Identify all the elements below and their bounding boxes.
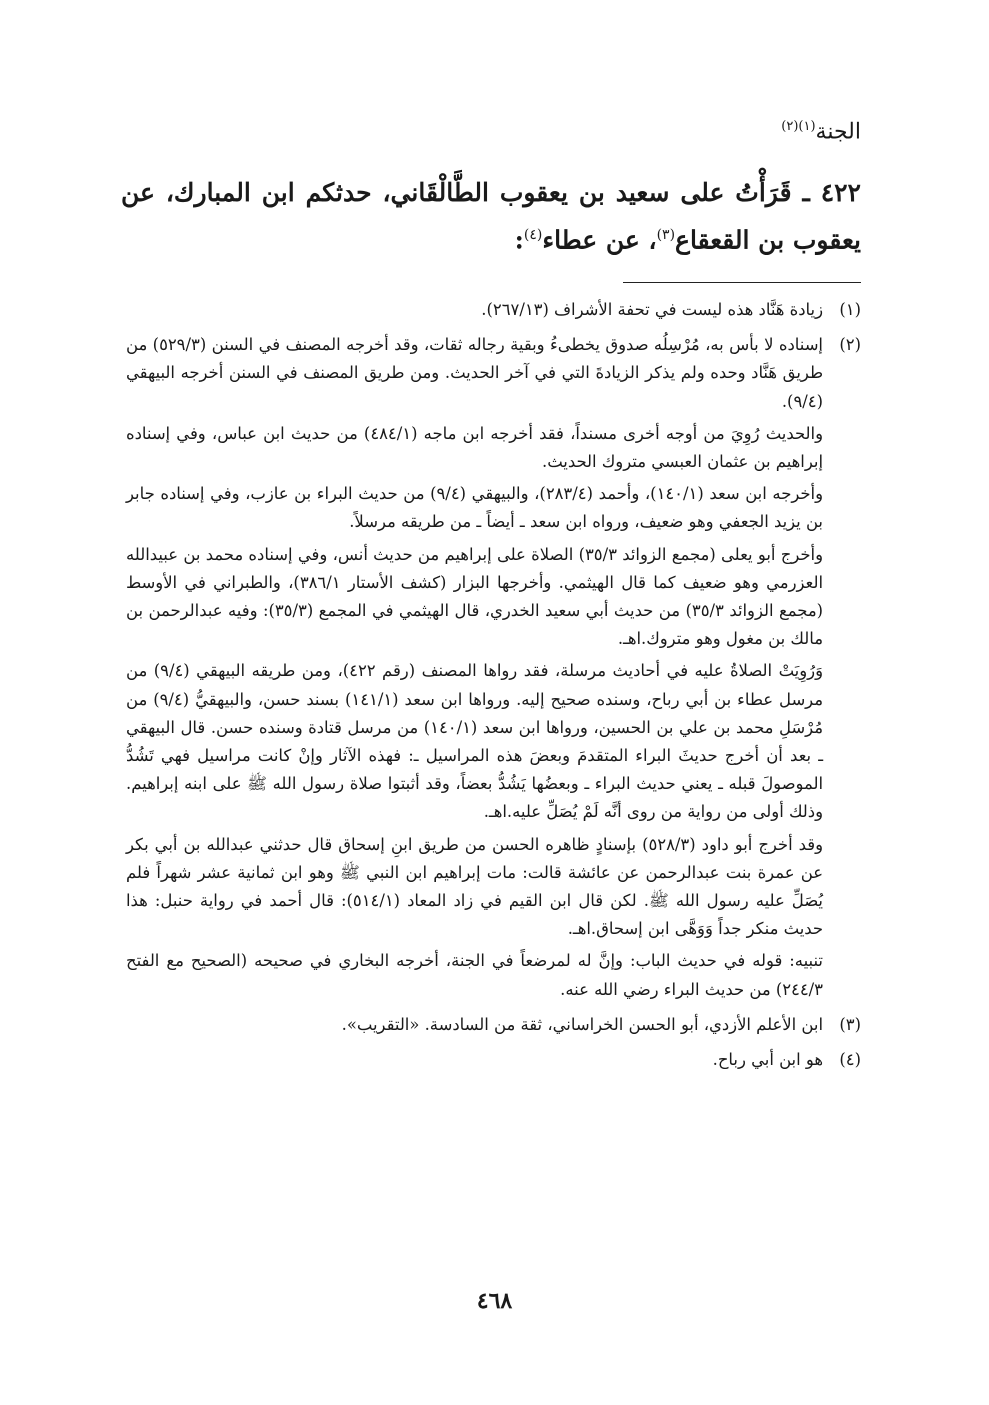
running-text-continuation — [361, 112, 861, 147]
footnote-paragraph: تنبيه: قوله في حديث الباب: وإنَّ له لمرضعاً في الجنة، أخرجه البخاري في صحيحه (الصحيح مع الفتح ٢٤٤/٣) من حديث البراء رضي الله عنه. — [126, 951, 823, 999]
footnote-separator — [623, 282, 861, 283]
footnote-4 — [126, 1046, 861, 1078]
footnotes — [126, 296, 861, 1081]
footnote-paragraph: والحديث رُوِيَ من أوجه أخرى مسنداً، فقد أخرجه ابن ماجه (٤٨٤/١) من حديث ابن عباس، وفي إسناده إبراهيم بن عثمان العبسي متروك الحديث. — [126, 423, 823, 472]
footnote-paragraph: وأخرج أبو يعلى (مجمع الزوائد ٣٥/٣) الصلاة على إبراهيم من حديث أنس، وفي إسناده محمد بن عبيدالله العزرمي وهو ضعيف كما قال الهيثمي. وأخرجها البزار (كشف الأستار ٣٨٦/١)، والطبراني في الأوسط (مجمع الزوائد ٣٥/٣) من حديث أبي سعيد الخدري، قال الهيثمي في المجمع (٣٥/٣): وفيه عبدالرحمن بن مالك بن مغول وهو متروك.اهـ. — [126, 544, 824, 649]
footnote-paragraph: وأخرجه ابن سعد (١٤٠/١)، وأحمد (٢٨٣/٤)، والبيهقي (٩/٤) من حديث البراء بن عازب، وفي إسناده جابر بن يزيد الجعفي وهو ضعيف، ورواه ابن سعد ـ أيضاً ـ من طريقه مرسلاً. — [126, 484, 823, 532]
footnote-paragraph: وَرُوِيَتْ الصلاةُ عليه في أحاديث مرسلة، فقد رواها المصنف (رقم ٤٢٢)، ومن طريقه البيهقي (٩/٤) من مرسل عطاء بن أبي رباح، وسنده صحيح إليه. ورواها ابن سعد (١٤١/١) بسند حسن، والبيهقيُّ (٩/٤) من مُرْسَلِ محمد بن علي بن الحسين، ورواها ابن سعد (١٤٠/١) من مرسل قتادة وسنده حسن. قال البيهقي ـ بعد أن أخرج حديثَ البراء المتقدمَ وبعضَ هذه المراسيل ـ: فهذه الآثار وإنْ كانت مراسيل فهي تَشُدُّ الموصولَ قبله ـ يعني حديث البراء ـ وبعضُها يَشُدُّ بعضاً، وقد أثبتوا صلاة رسول الله ﷺ على ابنه إبراهيم. وذلك أولى من رواية من روى أنَّه لَمْ يُصَلِّ عليه.اهـ. — [126, 661, 823, 822]
footnote-number: (٤) — [839, 1050, 861, 1070]
footnote-paragraph: ابن الأعلم الأزدي، أبو الحسن الخراساني، ثقة من السادسة. «التقريب». — [341, 1014, 823, 1034]
hadith-422 — [121, 172, 861, 261]
hadith-text-part1: ٤٢٢ ـ قَرَأْتُ على سعيد بن يعقوب الطَّالْقَاني، حدثكم ابن المبارك، عن يعقوب بن القعقاع — [121, 178, 861, 255]
hadith-text-part3: : — [514, 225, 524, 255]
continuation-text: الجنة — [815, 119, 861, 145]
footnote-number: (٢) — [839, 335, 861, 355]
footnote-refs: (١)(٢) — [781, 119, 816, 134]
footnote-paragraph: هو ابن أبي رباح. — [712, 1050, 823, 1070]
footnote-number: (٣) — [839, 1014, 861, 1034]
footnote-ref-3: (٣) — [656, 227, 676, 243]
footnote-number: (١) — [839, 300, 861, 319]
footnote-paragraph: إسناده لا بأس به، مُرْسِلُه صدوق يخطىءُ وبقية رجاله ثقات، وقد أخرجه المصنف في السنن (٥٢٩/٣) من طريق هَنَّاد وحده ولم يذكر الزيادةَ التي في آخر الحديث. ومن طريق المصنف في السنن أخرجه البيهقي (٩/٤). — [126, 335, 823, 411]
footnote-1 — [126, 296, 861, 328]
footnote-paragraph: زيادة هَنَّاد هذه ليست في تحفة الأشراف (٢٦٧/١٣). — [481, 300, 823, 319]
footnote-2 — [126, 331, 861, 1008]
page-number: ٤٦٨ — [476, 1288, 513, 1314]
footnote-paragraph: وقد أخرج أبو داود (٥٢٨/٣) بإسنادٍ ظاهره الحسن من طريق ابنِ إسحاق قال حدثني عبدالله بن أبي بكر عن عمرة بنت عبدالرحمن عن عائشة قالت: مات إبراهيم ابن النبي ﷺ وهو ابن ثمانية عشر شهراً فلم يُصَلِّ عليه رسول الله ﷺ. لكن قال ابن القيم في زاد المعاد (٥١٤/١): قال أحمد في رواية حنبل: هذا حديث منكر جداً وَوَهَّى ابن إسحاق.اهـ. — [126, 834, 823, 939]
hadith-text-part2: ، عن عطاء — [542, 225, 657, 255]
footnote-ref-4: (٤) — [523, 227, 543, 243]
footnote-3 — [126, 1011, 861, 1043]
